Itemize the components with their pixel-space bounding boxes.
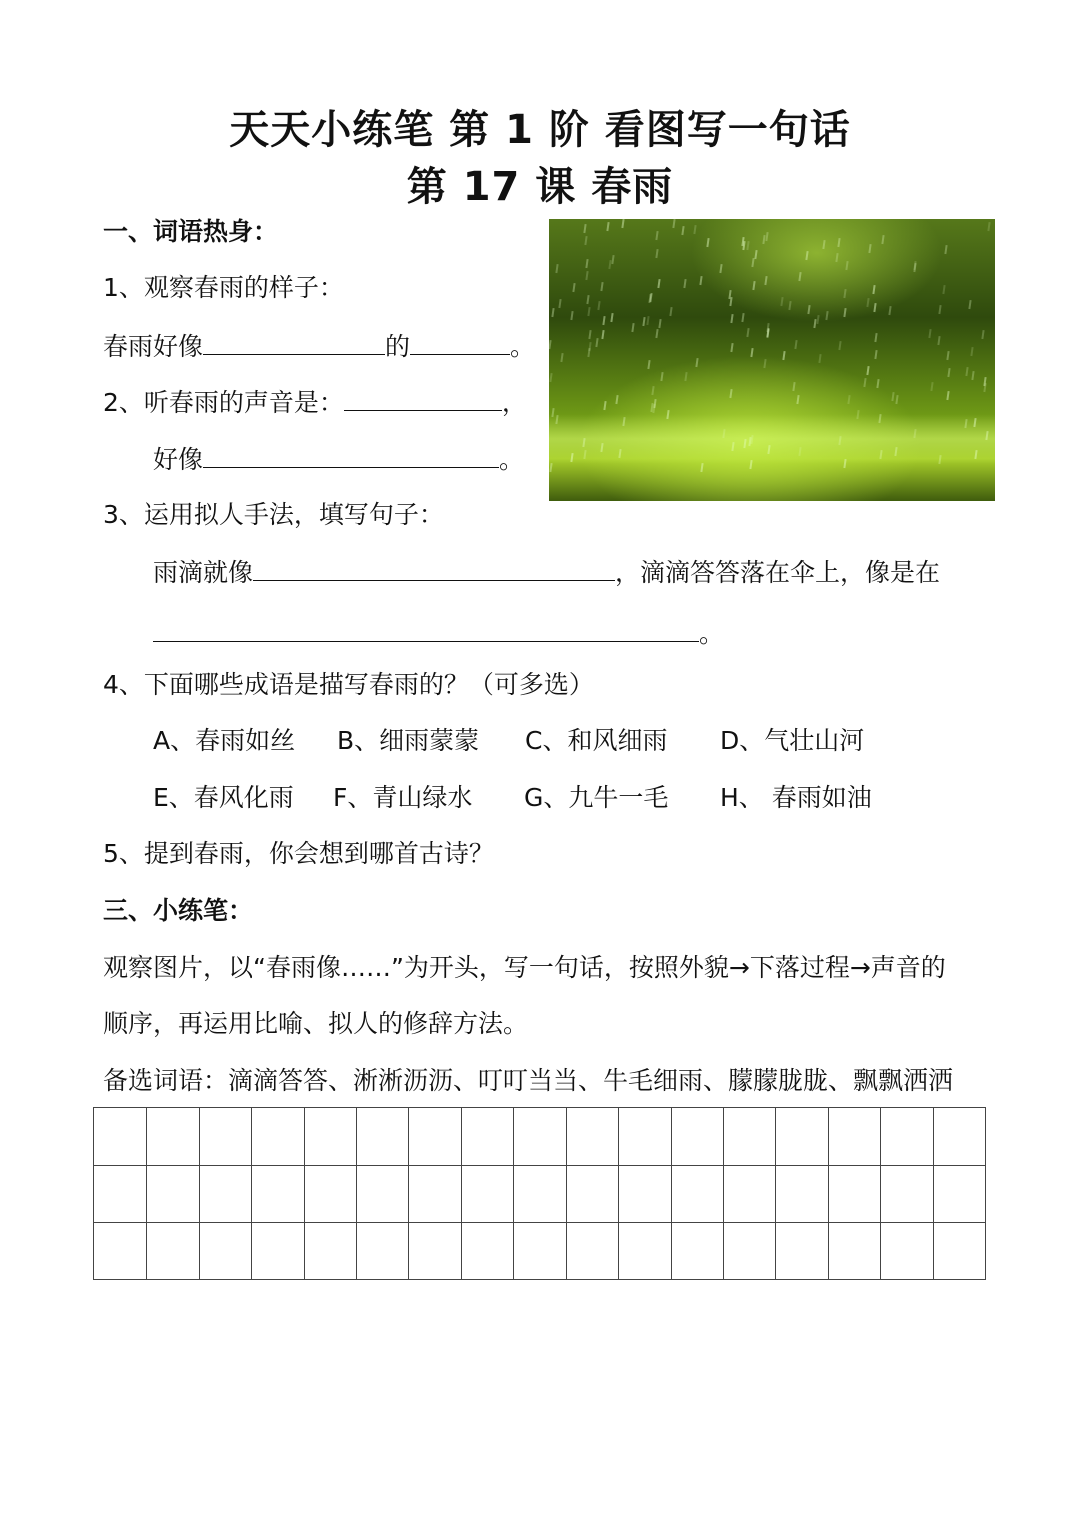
raindrop xyxy=(816,315,819,324)
q1-sentence xyxy=(103,328,535,364)
raindrop xyxy=(729,389,732,398)
raindrop xyxy=(872,285,875,294)
section3-heading: 三、小练笔： xyxy=(103,896,254,925)
raindrop xyxy=(672,219,675,228)
raindrop xyxy=(610,313,613,322)
q1-prompt: 1、观察春雨的样子： xyxy=(103,273,344,302)
q2-blank-2[interactable] xyxy=(203,441,499,468)
raindrop xyxy=(555,264,558,273)
raindrop xyxy=(971,371,974,380)
raindrop xyxy=(866,298,869,307)
q4-option-b[interactable]: B、细雨蒙蒙 xyxy=(337,726,480,755)
grid-row-line xyxy=(94,1222,985,1223)
raindrop xyxy=(930,382,933,391)
raindrop xyxy=(669,307,672,316)
raindrop xyxy=(782,351,785,360)
raindrop xyxy=(660,372,663,381)
raindrop xyxy=(873,303,876,312)
q5-prompt: 5、提到春雨，你会想到哪首古诗？ xyxy=(103,839,494,868)
q3-end: 。 xyxy=(699,619,725,648)
raindrop xyxy=(838,341,841,350)
q4-option-f[interactable]: F、青山绿水 xyxy=(333,783,473,812)
raindrop xyxy=(766,329,769,338)
q3-mid: ，滴滴答答落在伞上，像是在 xyxy=(615,558,941,587)
raindrop xyxy=(863,378,866,387)
raindrop xyxy=(835,253,838,262)
raindrop xyxy=(798,272,801,281)
raindrop xyxy=(764,276,767,285)
raindrop xyxy=(891,392,894,401)
raindrop xyxy=(602,316,605,325)
raindrop xyxy=(560,353,563,362)
raindrop xyxy=(981,330,984,339)
raindrop xyxy=(938,305,941,314)
raindrop xyxy=(763,359,766,368)
raindrop xyxy=(868,244,871,253)
raindrop xyxy=(587,307,590,316)
raindrop xyxy=(970,347,973,356)
q4-option-h[interactable]: H、 春雨如油 xyxy=(720,783,872,812)
grid-column-line xyxy=(408,1108,409,1279)
q1-lead: 春雨好像 xyxy=(103,332,204,361)
raindrop xyxy=(730,343,733,352)
raindrop xyxy=(765,232,768,241)
raindrop xyxy=(681,226,684,235)
grid-column-line xyxy=(251,1108,252,1279)
raindrop xyxy=(549,340,551,349)
raindrop xyxy=(615,395,618,404)
grid-column-line xyxy=(618,1108,619,1279)
q2-line xyxy=(103,384,527,420)
raindrop xyxy=(788,301,791,310)
q4-option-a[interactable]: A、春雨如丝 xyxy=(153,726,296,755)
raindrop xyxy=(551,308,554,317)
raindrop xyxy=(942,285,945,294)
raindrop xyxy=(729,297,732,306)
raindrop xyxy=(585,259,588,268)
grid-column-line xyxy=(723,1108,724,1279)
raindrop xyxy=(968,300,971,309)
raindrop xyxy=(584,236,587,245)
raindrop xyxy=(780,297,783,306)
section1-heading: 一、词语热身： xyxy=(103,217,279,246)
raindrop xyxy=(796,395,799,404)
raindrop xyxy=(913,263,916,272)
spring-rain-image xyxy=(549,219,995,501)
raindrop xyxy=(583,224,586,233)
raindrop xyxy=(944,245,947,254)
raindrop xyxy=(730,314,733,323)
grid-column-line xyxy=(356,1108,357,1279)
raindrop xyxy=(611,255,614,264)
raindrop xyxy=(655,329,658,338)
raindrop xyxy=(837,238,840,247)
raindrop xyxy=(807,305,810,314)
q4-option-g[interactable]: G、九牛一毛 xyxy=(524,783,669,812)
grid-column-line xyxy=(566,1108,567,1279)
raindrop xyxy=(657,279,660,288)
raindrop xyxy=(749,460,752,469)
raindrop xyxy=(597,301,600,310)
raindrop xyxy=(588,330,591,339)
raindrop xyxy=(946,351,949,360)
raindrop xyxy=(847,395,850,404)
raindrop xyxy=(845,261,848,270)
raindrop xyxy=(866,366,869,375)
raindrop xyxy=(937,336,940,345)
raindrop xyxy=(695,358,698,367)
raindrop xyxy=(549,463,552,472)
grid-column-line xyxy=(199,1108,200,1279)
raindrop xyxy=(706,238,709,247)
raindrop xyxy=(965,367,968,376)
raindrop xyxy=(825,311,828,320)
raindrop xyxy=(746,241,749,250)
raindrop xyxy=(818,354,821,363)
raindrop xyxy=(653,399,656,408)
raindrop xyxy=(585,271,588,280)
q4-prompt: 4、下面哪些成语是描写春雨的？（可多选） xyxy=(103,670,594,699)
raindrop xyxy=(606,222,609,231)
q3-prompt: 3、运用拟人手法，填写句子： xyxy=(103,500,444,529)
raindrop xyxy=(792,382,795,391)
q4-option-d[interactable]: D、气壮山河 xyxy=(720,726,865,755)
raindrop xyxy=(621,219,624,228)
raindrop xyxy=(895,395,898,404)
grid-column-line xyxy=(304,1108,305,1279)
lesson-title: 第 17 课 春雨 xyxy=(406,164,674,210)
raindrop xyxy=(822,240,825,249)
raindrop xyxy=(746,328,749,337)
q2-comma: ， xyxy=(501,388,527,417)
raindrop xyxy=(651,386,654,395)
q2-sentence xyxy=(153,441,524,477)
raindrop xyxy=(647,360,650,369)
raindrop xyxy=(843,308,846,317)
raindrop xyxy=(600,282,603,291)
raindrop xyxy=(888,306,891,315)
writing-grid[interactable] xyxy=(93,1107,986,1280)
raindrop xyxy=(699,276,702,285)
q3-lead: 雨滴就像 xyxy=(153,558,254,587)
raindrop xyxy=(631,323,634,332)
instruction-line-1: 观察图片，以“春雨像……”为开头，写一句话，按照外貌→下落过程→声音的 xyxy=(103,953,946,982)
grid-column-line xyxy=(880,1108,881,1279)
raindrop xyxy=(655,231,658,240)
grid-column-line xyxy=(828,1108,829,1279)
raindrop xyxy=(754,250,757,259)
raindrop xyxy=(750,348,753,357)
raindrop xyxy=(987,222,990,231)
q3-blank-2[interactable] xyxy=(153,615,699,642)
q1-end: 。 xyxy=(510,332,536,361)
raindrop xyxy=(752,281,755,290)
q4-option-e[interactable]: E、春风化雨 xyxy=(153,783,294,812)
raindrop xyxy=(558,299,561,308)
grid-column-line xyxy=(933,1108,934,1279)
grid-column-line xyxy=(775,1108,776,1279)
raindrop xyxy=(876,379,879,388)
raindrop xyxy=(741,313,744,322)
raindrop xyxy=(751,258,754,267)
grass-glow xyxy=(549,414,995,464)
raindrop xyxy=(588,342,591,351)
instruction-line-2: 顺序，再运用比喻、拟人的修辞方法。 xyxy=(103,1009,529,1038)
raindrop xyxy=(946,391,949,400)
raindrop xyxy=(570,311,573,320)
raindrop xyxy=(642,317,645,326)
q2-lead: 好像 xyxy=(153,445,204,474)
q2-end: 。 xyxy=(499,445,525,474)
grid-column-line xyxy=(146,1108,147,1279)
q1-mid: 的 xyxy=(385,332,411,361)
grid-row-line xyxy=(94,1165,985,1166)
raindrop xyxy=(603,401,606,410)
q3-sentence-line1 xyxy=(153,554,940,590)
q1-blank-2[interactable] xyxy=(410,328,510,355)
q2-prompt: 2、听春雨的声音是： xyxy=(103,388,344,417)
raindrop xyxy=(843,289,846,298)
worksheet-title: 天天小练笔 第 1 阶 看图写一句话 xyxy=(229,107,851,153)
raindrop xyxy=(881,235,884,244)
raindrop xyxy=(693,225,696,234)
raindrop xyxy=(805,251,808,260)
grid-column-line xyxy=(513,1108,514,1279)
q3-blank-1[interactable] xyxy=(253,554,615,581)
raindrop xyxy=(646,316,649,325)
raindrop xyxy=(658,319,661,328)
word-bank: 备选词语：滴滴答答、淅淅沥沥、叮叮当当、牛毛细雨、朦朦胧胧、飘飘洒洒 xyxy=(103,1066,954,1095)
q3-sentence-line2 xyxy=(153,615,724,651)
grid-column-line xyxy=(461,1108,462,1279)
grid-column-line xyxy=(671,1108,672,1279)
raindrop xyxy=(928,329,931,338)
raindrop xyxy=(683,279,686,288)
raindrop xyxy=(947,368,950,377)
raindrop xyxy=(719,264,722,273)
raindrop xyxy=(983,383,986,392)
q4-option-c[interactable]: C、和风细雨 xyxy=(525,726,668,755)
raindrop xyxy=(595,338,598,347)
raindrop xyxy=(700,463,703,472)
raindrop xyxy=(549,373,552,382)
raindrop xyxy=(794,340,797,349)
raindrop xyxy=(874,350,877,359)
raindrop xyxy=(572,283,575,292)
raindrop xyxy=(586,295,589,304)
raindrop xyxy=(874,333,877,342)
q2-blank-1[interactable] xyxy=(344,384,502,411)
raindrop xyxy=(655,249,658,258)
q1-blank-1[interactable] xyxy=(203,328,385,355)
raindrop xyxy=(684,372,687,381)
raindrop xyxy=(601,330,604,339)
